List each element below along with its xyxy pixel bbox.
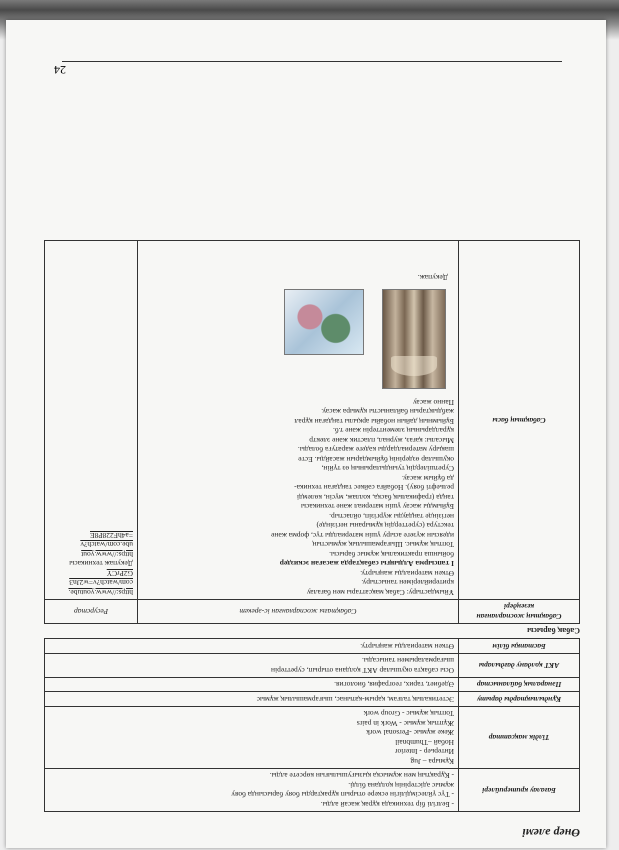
activity-content [138,241,459,600]
activity-line: да бұйым жасау. [401,474,454,483]
row-line: Әдебиет, тарих, география, биология. [334,680,454,690]
header-resources: Ресурстар [45,600,138,624]
resource-link[interactable]: G2PrCY [106,569,133,578]
resource-link[interactable]: https://www.yout [81,550,133,559]
row-line: Осы сабақта оқушылар АКТ қолдана отырып, суреттерін [270,666,454,675]
resources-content [45,241,138,600]
rotated-content [6,20,606,848]
row-line: - Белгілі бір техникада құрақ жасай алды. [320,800,454,809]
activity-line: негізінде таңдауды жүргізіп, ойластыр. [329,512,454,521]
page-header-title: Өнер әлемі [522,826,580,840]
row-content [45,639,459,654]
activity-line: Бұйымды жасау үшін материал және техникасы [300,502,454,512]
resource-link[interactable]: =a4hF228P8E [90,531,133,540]
row-content [45,678,459,693]
row-line: Жұптық жұмыс - Work in pairs [356,719,454,728]
row-content [45,654,459,678]
row-line: шығармаларымен танысады. [362,656,454,666]
row-line: Топтық жұмыс - Group work [363,709,454,719]
table-row [45,692,580,707]
column-vase-image [382,290,446,390]
lesson-info-table [44,639,580,813]
image-row [142,286,454,398]
row-label: Бастапқы білім [459,639,580,654]
table-row [45,769,580,812]
activity-line: Мысалы: қағаз, журнал, пластик және электр [309,436,454,445]
row-label: Бағалау критерийлері [459,769,580,812]
decoupage-image [284,290,364,356]
row-line: Өткен материалды жаңғырту. [360,642,454,651]
activity-line: оқушылар өздерінің бұйымдарын жасайды. Есте [298,455,454,464]
row-line: Құмыра – Jug [410,757,454,766]
activity-line: Өткен материалды жаңғырту. [360,569,454,578]
activity-line: бойынша практикалық жұмыс барысы. [329,550,454,559]
row-label: Пәнаралық байланыстар [459,678,580,693]
row-line: - Құрақтың мен жұмысқа қызығушылығын көрсете алды. [269,771,454,781]
stage-label: Сабақтың басы [459,241,580,600]
spacer [142,243,454,273]
resource-link[interactable]: https://www.youtube. [68,588,133,597]
row-line: Интерьер - Interior [394,747,454,757]
table-row [45,639,580,654]
activity-line: критерийлерімен таныстыру. [361,578,454,588]
table-row [45,707,580,769]
page-footer [54,61,562,77]
row-content [45,769,459,812]
activity-line: идеясын жүзеге асыру үшін материалды түс, форма және [271,531,454,540]
activity-line: текстура (суреттердің құмыраны негізінде) [316,521,454,531]
page-number: 24 [54,63,66,77]
activity-line: Ұйымдастыру: Сабақ мақсаттары мен бағалау [306,588,454,597]
row-line: - Түс үйлесімділігін ескере отырып құрақтарды бояу барысында бояу [231,790,454,800]
table-row [45,654,580,678]
row-line: Эстетикалық талғам, қарым-қатынас, шығармашылық жұмыс [256,695,454,704]
row-line: Жеке жұмыс -Personal work [366,728,454,738]
header-stages: Сабақтың жоспарланған кезеңдері [459,600,580,624]
row-content [45,707,459,769]
activity-line: жабдықтарын байланысты құмыра жасау. [321,407,454,417]
activity-line: таңда (графикалық басқа, коллаж, мүсін, көлемді [296,493,454,502]
activity-line: Бұйымның дайын нобайы арқылы таңдаған құрал [294,417,454,426]
table-header-row [45,600,580,624]
row-content [45,692,459,707]
header-activities: Сабақтағы жоспарланған іс-әрекет [138,600,459,624]
activity-line: I тапсырма Алдыңғы сабақтарда жасаған эскиздер [279,559,454,569]
row-label: Құндылықтарды дарыту [459,692,580,707]
resource-text: Декупаж техникасы [69,559,133,569]
row-line: жұмыс әдістерінің қолдана білді. [348,781,454,790]
table-row [45,241,580,600]
row-label: Тілдік мақсаттар [459,707,580,769]
decoupage-caption: Декупаж. [417,273,448,283]
table-row [45,678,580,693]
activity-line: рельефті бояу). Нобайға сәйкес таңдаған техника- [294,483,454,493]
activity-line: Топтық жұмыс. Шығармашылық жұмыстың [312,540,454,550]
lesson-plan-content [44,240,580,812]
row-label: АКТ қолдану дағдылары [459,654,580,678]
resource-link[interactable]: com/watch?v=w2Jn3 [69,578,133,588]
resource-link[interactable]: ube.com/watch?v [80,540,133,550]
row-line: Нобай –Thumbnail [395,738,454,747]
section-title: Сабақ барысы [527,626,580,636]
lesson-plan-table [44,240,580,624]
panno-label: Панно жасау [412,398,454,407]
activity-line: Суретшілердің туындыларының өз түйін, [321,464,454,474]
activity-line: құралдарының элементтерін және т.б. [332,426,454,436]
document-page [6,20,606,848]
activity-line: шақыру материалдарды кәдеге жаратуға болады. [297,445,454,455]
